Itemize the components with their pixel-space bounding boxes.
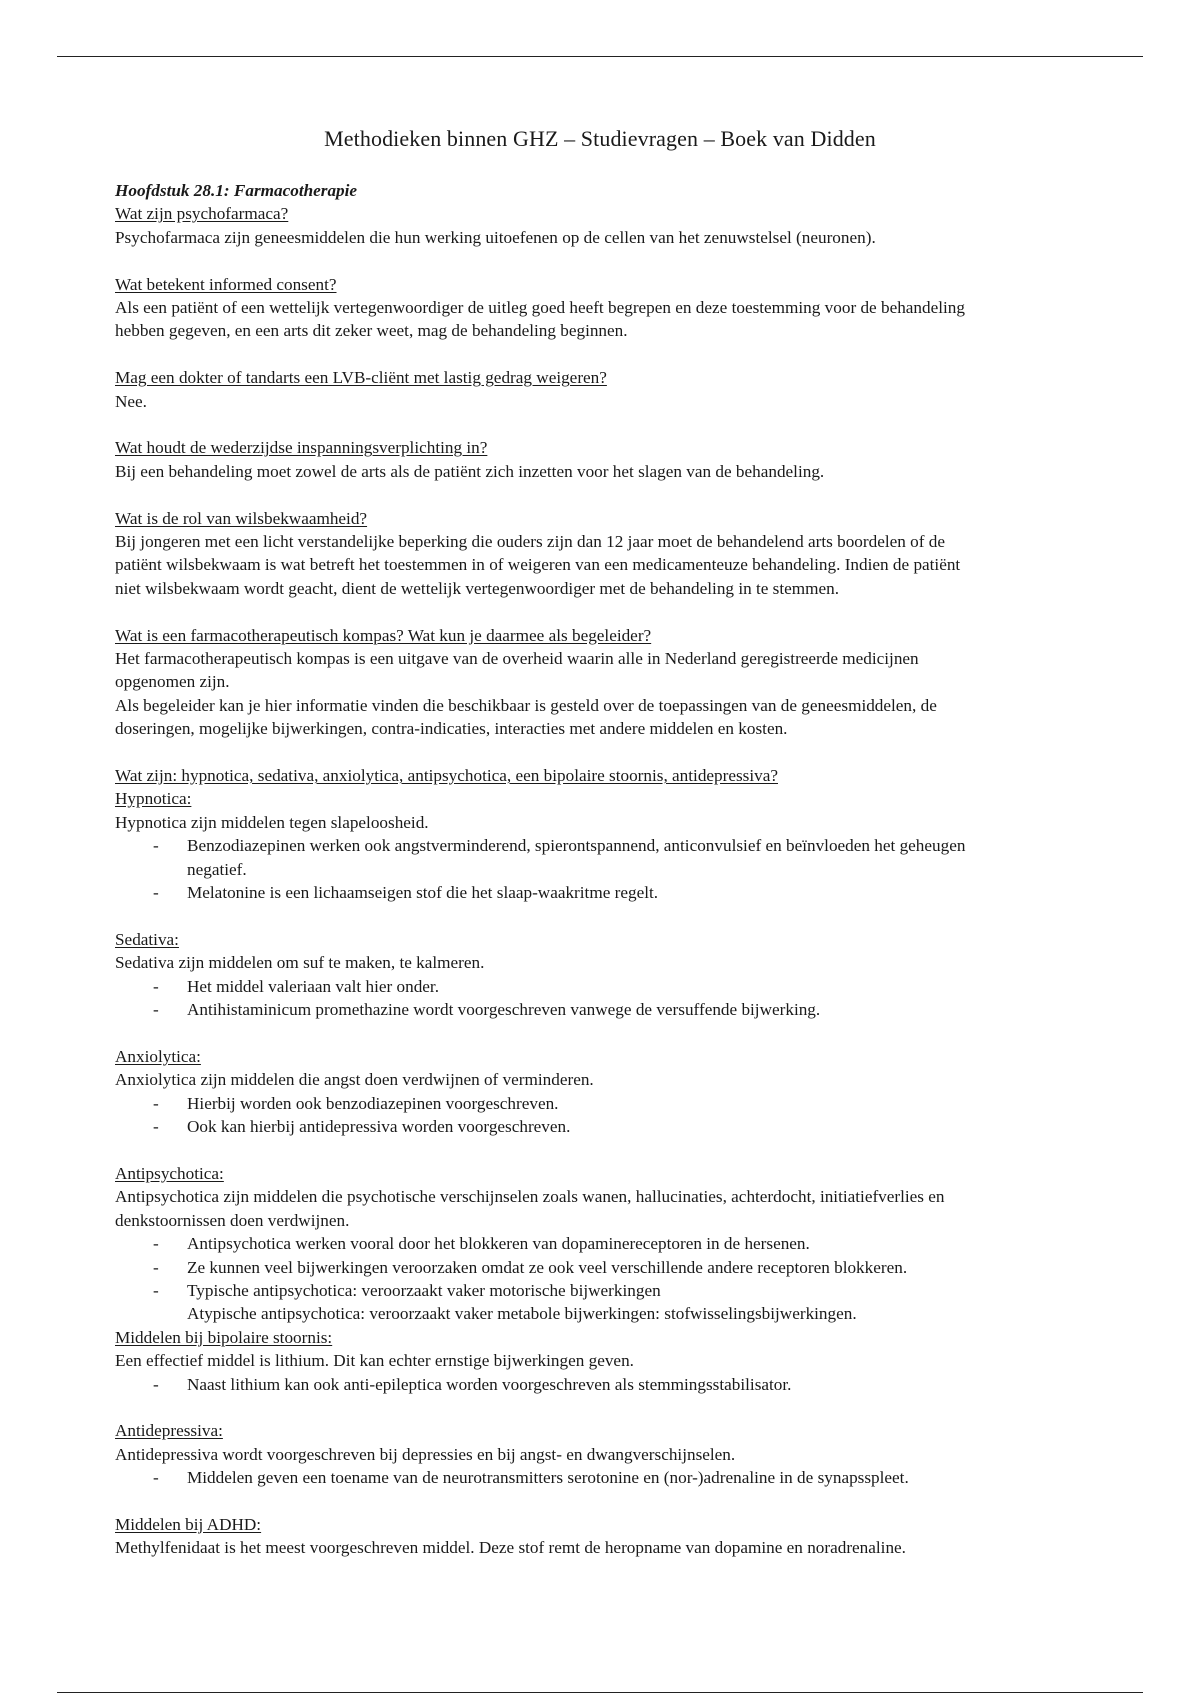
list-item: - Naast lithium kan ook anti-epileptica worden voorgeschreven als stemmingsstabilisator. bbox=[115, 1373, 1115, 1396]
answer-line: Als een patiënt of een wettelijk vertegenwoordiger de uitleg goed heeft begrepen en deze toestemming voor de behandeling bbox=[115, 298, 965, 318]
text-antipsychotica: Antipsychotica zijn middelen die psychotische verschijnselen zoals wanen, hallucinaties, achterdocht, initiatiefverlies en bbox=[115, 1187, 945, 1207]
answer-line: patiënt wilsbekwaam is wat betreft het toestemmen in of weigeren van een medicamenteuze behandeling. Indien de patiënt bbox=[115, 555, 961, 575]
chapter-heading: Hoofdstuk 28.1: Farmacotherapie bbox=[115, 181, 358, 200]
bullet-list-antipsychotica bbox=[115, 1232, 1115, 1302]
text-antidepressiva: Antidepressiva wordt voorgeschreven bij depressies en bij angst- en dwangverschijnselen. bbox=[115, 1444, 736, 1464]
page-title: Methodieken binnen GHZ – Studievragen – Boek van Didden bbox=[324, 126, 876, 151]
list-item-continuation: Atypische antipsychotica: veroorzaakt vaker metabole bijwerkingen: stofwisselingsbijwerkingen. bbox=[187, 1304, 857, 1324]
text-hypnotica: Hypnotica zijn middelen tegen slapeloosheid. bbox=[115, 812, 429, 832]
text-anxiolytica: Anxiolytica zijn middelen die angst doen verdwijnen of verminderen. bbox=[115, 1070, 594, 1090]
answer-weigeren: Nee. bbox=[115, 391, 147, 411]
answer-psychofarmaca: Psychofarmaca zijn geneesmiddelen die hun werking uitoefenen op de cellen van het zenuwstelsel (neuronen). bbox=[115, 227, 876, 247]
subheading-bipolair: Middelen bij bipolaire stoornis: bbox=[115, 1327, 333, 1347]
question-inspanningsverplichting: Wat houdt de wederzijdse inspanningsverplichting in? bbox=[115, 438, 488, 458]
answer-line: hebben gegeven, en een arts dit zeker weet, mag de behandeling beginnen. bbox=[115, 321, 628, 341]
bullet-list-antidepressiva bbox=[115, 1466, 1115, 1489]
bottom-rule bbox=[57, 1692, 1143, 1693]
subheading-hypnotica: Hypnotica: bbox=[115, 789, 192, 809]
subheading-antipsychotica: Antipsychotica: bbox=[115, 1163, 224, 1183]
question-informed-consent: Wat betekent informed consent? bbox=[115, 274, 337, 294]
list-item: - Hierbij worden ook benzodiazepinen voorgeschreven. bbox=[115, 1092, 1115, 1115]
text-adhd: Methylfenidaat is het meest voorgeschreven middel. Deze stof remt de heropname van dopamine en noradrenaline. bbox=[115, 1538, 906, 1558]
subheading-antidepressiva: Antidepressiva: bbox=[115, 1421, 223, 1441]
list-item: - Ze kunnen veel bijwerkingen veroorzaken omdat ze ook veel verschillende andere receptoren blokkeren. bbox=[115, 1256, 1115, 1279]
bullet-list-bipolair bbox=[115, 1373, 1115, 1396]
answer-line: Als begeleider kan je hier informatie vinden die beschikbaar is gesteld over de toepassingen van de geneesmiddelen, de bbox=[115, 695, 937, 715]
list-item: - Middelen geven een toename van de neurotransmitters serotonine en (nor-)adrenaline in de synapsspleet. bbox=[115, 1466, 1115, 1489]
subheading-sedativa: Sedativa: bbox=[115, 929, 179, 949]
list-item: - Antipsychotica werken vooral door het blokkeren van dopaminereceptoren in de hersenen. bbox=[115, 1232, 1115, 1255]
text-sedativa: Sedativa zijn middelen om suf te maken, te kalmeren. bbox=[115, 953, 485, 973]
bullet-list-sedativa bbox=[115, 975, 1115, 1022]
answer-line: Het farmacotherapeutisch kompas is een uitgave van de overheid waarin alle in Nederland geregistreerde medicijnen bbox=[115, 649, 919, 669]
answer-line: opgenomen zijn. bbox=[115, 672, 230, 692]
answer-line: niet wilsbekwaam wordt geacht, dient de wettelijk vertegenwoordiger met de behandeling in te stemmen. bbox=[115, 578, 840, 598]
question-kompas: Wat is een farmacotherapeutisch kompas? Wat kun je daarmee als begeleider? bbox=[115, 625, 652, 645]
list-item: - Melatonine is een lichaamseigen stof die het slaap-waakritme regelt. bbox=[115, 881, 1115, 904]
question-wilsbekwaamheid: Wat is de rol van wilsbekwaamheid? bbox=[115, 508, 368, 528]
bullet-list-hypnotica-2 bbox=[115, 881, 1115, 904]
subheading-anxiolytica: Anxiolytica: bbox=[115, 1046, 201, 1066]
question-weigeren: Mag een dokter of tandarts een LVB-cliënt met lastig gedrag weigeren? bbox=[115, 368, 607, 388]
list-item-continuation: negatief. bbox=[187, 859, 247, 879]
list-item: - Antihistaminicum promethazine wordt voorgeschreven vanwege de versuffende bijwerking. bbox=[115, 998, 1115, 1021]
question-psychofarmaca: Wat zijn psychofarmaca? bbox=[115, 204, 289, 224]
subheading-adhd: Middelen bij ADHD: bbox=[115, 1514, 262, 1534]
answer-line: Bij jongeren met een licht verstandelijke beperking die ouders zijn dan 12 jaar moet de behandelend arts boordelen of de bbox=[115, 532, 945, 552]
list-item: - Het middel valeriaan valt hier onder. bbox=[115, 975, 1115, 998]
bullet-list-hypnotica bbox=[115, 834, 1115, 857]
question-middelen: Wat zijn: hypnotica, sedativa, anxiolytica, antipsychotica, een bipolaire stoornis, antidepressiva? bbox=[115, 766, 778, 786]
text-bipolair: Een effectief middel is lithium. Dit kan echter ernstige bijwerkingen geven. bbox=[115, 1351, 634, 1371]
list-item: - Benzodiazepinen werken ook angstverminderend, spierontspannend, anticonvulsief en beïnvloeden het geheugen bbox=[115, 834, 1115, 857]
list-item: - Ook kan hierbij antidepressiva worden voorgeschreven. bbox=[115, 1115, 1115, 1138]
answer-inspanningsverplichting: Bij een behandeling moet zowel de arts als de patiënt zich inzetten voor het slagen van de behandeling. bbox=[115, 461, 825, 481]
list-item: - Typische antipsychotica: veroorzaakt vaker motorische bijwerkingen bbox=[115, 1279, 1115, 1302]
document-body bbox=[115, 179, 1115, 1560]
top-rule bbox=[57, 56, 1143, 57]
bullet-list-anxiolytica bbox=[115, 1092, 1115, 1139]
answer-line: doseringen, mogelijke bijwerkingen, contra-indicaties, interacties met andere middelen en kosten. bbox=[115, 719, 788, 739]
text-antipsychotica: denkstoornissen doen verdwijnen. bbox=[115, 1210, 350, 1230]
